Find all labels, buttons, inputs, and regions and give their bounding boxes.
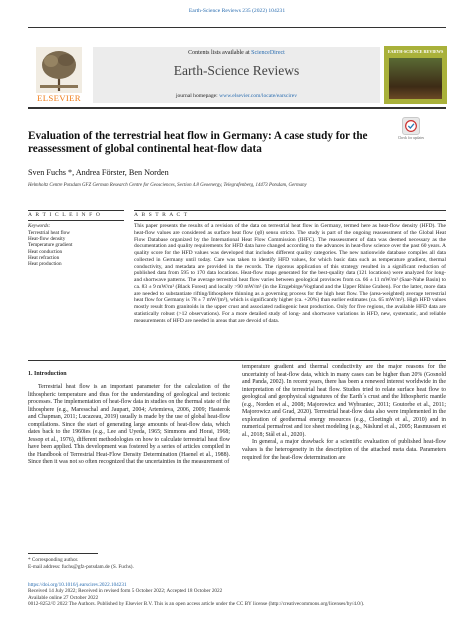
article-info-rule-bottom [28, 220, 124, 221]
keyword-item: Heat-flow density [28, 236, 66, 243]
introduction-column-2 [242, 364, 446, 462]
contents-line [93, 50, 380, 56]
keyword-item: Temperature gradient [28, 242, 73, 249]
elsevier-tree-icon [36, 47, 82, 93]
sciencedirect-link[interactable]: ScienceDirect [251, 50, 285, 56]
authors: Sven Fuchs *, Andrea Förster, Ben Norden [28, 168, 169, 177]
contents-prefix: Contents lists available at [188, 50, 252, 56]
article-info-heading: A R T I C L E I N F O [28, 212, 102, 218]
abstract-rule-bottom [134, 220, 446, 221]
abstract-end-rule [28, 360, 446, 361]
keyword-item: Heat conduction [28, 248, 63, 255]
check-for-updates-label: Check for updates [397, 136, 425, 140]
article-history [28, 582, 364, 608]
journal-citation[interactable]: Earth-Science Reviews 235 (2022) 104231 [188, 8, 286, 14]
introduction-paragraph: In general, a major drawback for a scientific evaluation of published heat-flow values is the heterogeneity in the description of the attached meta data. Parameters required for the heat-flow determination are [242, 439, 446, 461]
keyword-list [28, 230, 72, 267]
homepage-prefix: journal homepage: [175, 93, 220, 99]
header-divider [28, 27, 446, 28]
abstract-heading: A B S T R A C T [134, 212, 189, 218]
keyword-item: Heat production [28, 261, 62, 268]
abstract-rule [134, 210, 446, 211]
author-email: E-mail address: fuchs@gfz-potsdam.de (S. Fuchs). [28, 563, 134, 570]
check-for-updates-icon[interactable] [402, 117, 420, 135]
banner-divider [28, 107, 446, 109]
keyword-item: Terrestrial heat flow [28, 230, 70, 236]
keyword-item: Heat refraction [28, 254, 60, 261]
cover-title: EARTH-SCIENCE REVIEWS [387, 49, 444, 54]
journal-homepage [93, 93, 380, 99]
introduction-column-1: Terrestrial heat flow is an important parameter for the calculation of the lithospheric temperature and thus for the understanding of geological and tectonic processes. The implementation of heat-flow data in studies on the thermal state of the lithosphere (e.g., Maresschal and Jaupart, 2004; Artemieva, 2006, 2009; Hasterok and Chapman, 2011; Lucazeau, 2019) usually is made by the use of global heat-flow compilations. Since the start of generating large amounts of heat-flow data, which dates back to the 1960ies (e.g., Lee and Uyeda, 1965; Simmons and Horai, 1968; Jessop et al., 1976), different methodologies on how to calculate terrestrial heat flow have been applied. This development was fostered by a series of articles compiled in the Handbook of Terrestrial Heat-Flow Density Determination (Haenel et al., 1988). Since then it was not so often recognized that the uncertainties in the measurement of [28, 384, 230, 466]
article-title: Evaluation of the terrestrial heat flow in Germany: A case study for the reassessment of global continental heat-flow data [28, 130, 368, 156]
abstract-text: This paper presents the results of a revision of the data on terrestrial heat flow in Germany, termed here as heat-flow density (HFD). The heat-flow values are considered as surface heat flow (q0) sensu stricto. The study is part of the ongoing reassessment of the Global Heat Flow Database organized by the International Heat Flow Commission (IHFC). The reassessment of data was deemed necessary as the documentation and quality requirements for HFD data have changed according to the advances in heat-flow science over the past 60 years. A quality score for the HFD values was developed that includes different quality categories. The new nationwide database compiles all data collected in Germany until today. Care was taken to identify HFD values, for which basic data such as temperature gradient, thermal conductivity, and metadata are provided in the records. The rigorous application of this strategy resulted in a significant reduction of published data from 595 to 170 data locations. Heat-flow maps generated for the best-quality data (121 locations) were analyzed for long- and shortwave patterns. The average terrestrial heat flow varies between geological provinces from ca. 66 ± 11 mW/m² (Saar-Nahe Basin) to ca. 83 ± 9 mW/m² (Black Forest) and locally >90 mW/m² (in the Erzgebirge/Vogtland and the Upper Rhine Graben). For the latter, more data are needed to substantiate rifting/lithosphere thinning as a governing process for the high heat flow. The (area-weighted) average terrestrial heat flow for Germany is 78 ± 7 mW/(m²), which is significantly higher (ca. +20%) than earlier estimates (ca. 65 mW/m²). High HFD values mostly result from granitoids in the upper crust and associated radiogenic heat production. Only for five regions, the available HFD data are statistically robust (>12 observations). For a more detailed study of long- and shortwave variations in HFD, new, systematic, and reliable measurements of HFD are needed in areas that are devoid of data. [134, 223, 446, 324]
doi-link[interactable]: https://doi.org/10.1016/j.earscirev.2022.104231 [28, 582, 127, 588]
introduction-paragraph: temperature gradient and thermal conductivity are the major reasons for the uncertainty of heat-flow data, which in many cases can be higher than 20% (Gosnold and Panda, 2002). In recent years, there has been a renewed interest worldwide in the interpretation of the terrestrial heat flow. Studies tried to relate surface heat flow to geological and geophysical signatures of the Earth´s crust and the lithospheric mantle (e.g., Norden et al., 2008; Majorowicz and Wybraniec, 2011; Goutorbe et al., 2011; Majorowicz and Grad, 2020). Terrestrial heat-flow data also were implemented in the exploration of geothermal energy resources (e.g., Cloetingh et al., 2010) and in numerical permafrost and ice sheet modeling (e.g., Näslund et al., 2005; Rasmussen et al., 2018; Stål et al., 2020). [242, 364, 446, 438]
footnote [28, 557, 134, 570]
received-dates: Received 14 July 2022; Received in revised form 5 October 2022; Accepted 18 October 2022 [28, 588, 223, 595]
affiliation: Helmholtz Centre Potsdam GFZ German Research Centre for Geosciences, Section 4.8 Geoenergy, Telegrafenberg, 14473 Potsdam, Germany [28, 183, 307, 188]
section-heading-introduction: 1. Introduction [28, 371, 67, 377]
available-online: Available online 27 October 2022 [28, 594, 99, 601]
journal-title: Earth-Science Reviews [173, 63, 300, 78]
license-statement: 0012-8252/© 2022 The Authors. Published by Elsevier B.V. This is an open access article under the CC BY license (http://creativecommons.org/licenses/by/4.0/). [28, 601, 365, 608]
article-info-rule [28, 210, 124, 211]
elsevier-wordmark: ELSEVIER [37, 93, 81, 103]
homepage-link[interactable]: www.elsevier.com/locate/earscirev [219, 93, 298, 99]
keywords-label: Keywords: [28, 223, 51, 229]
footnote-divider [28, 553, 98, 554]
cover-image [389, 58, 442, 99]
corresponding-author-note: * Corresponding author. [28, 557, 79, 563]
